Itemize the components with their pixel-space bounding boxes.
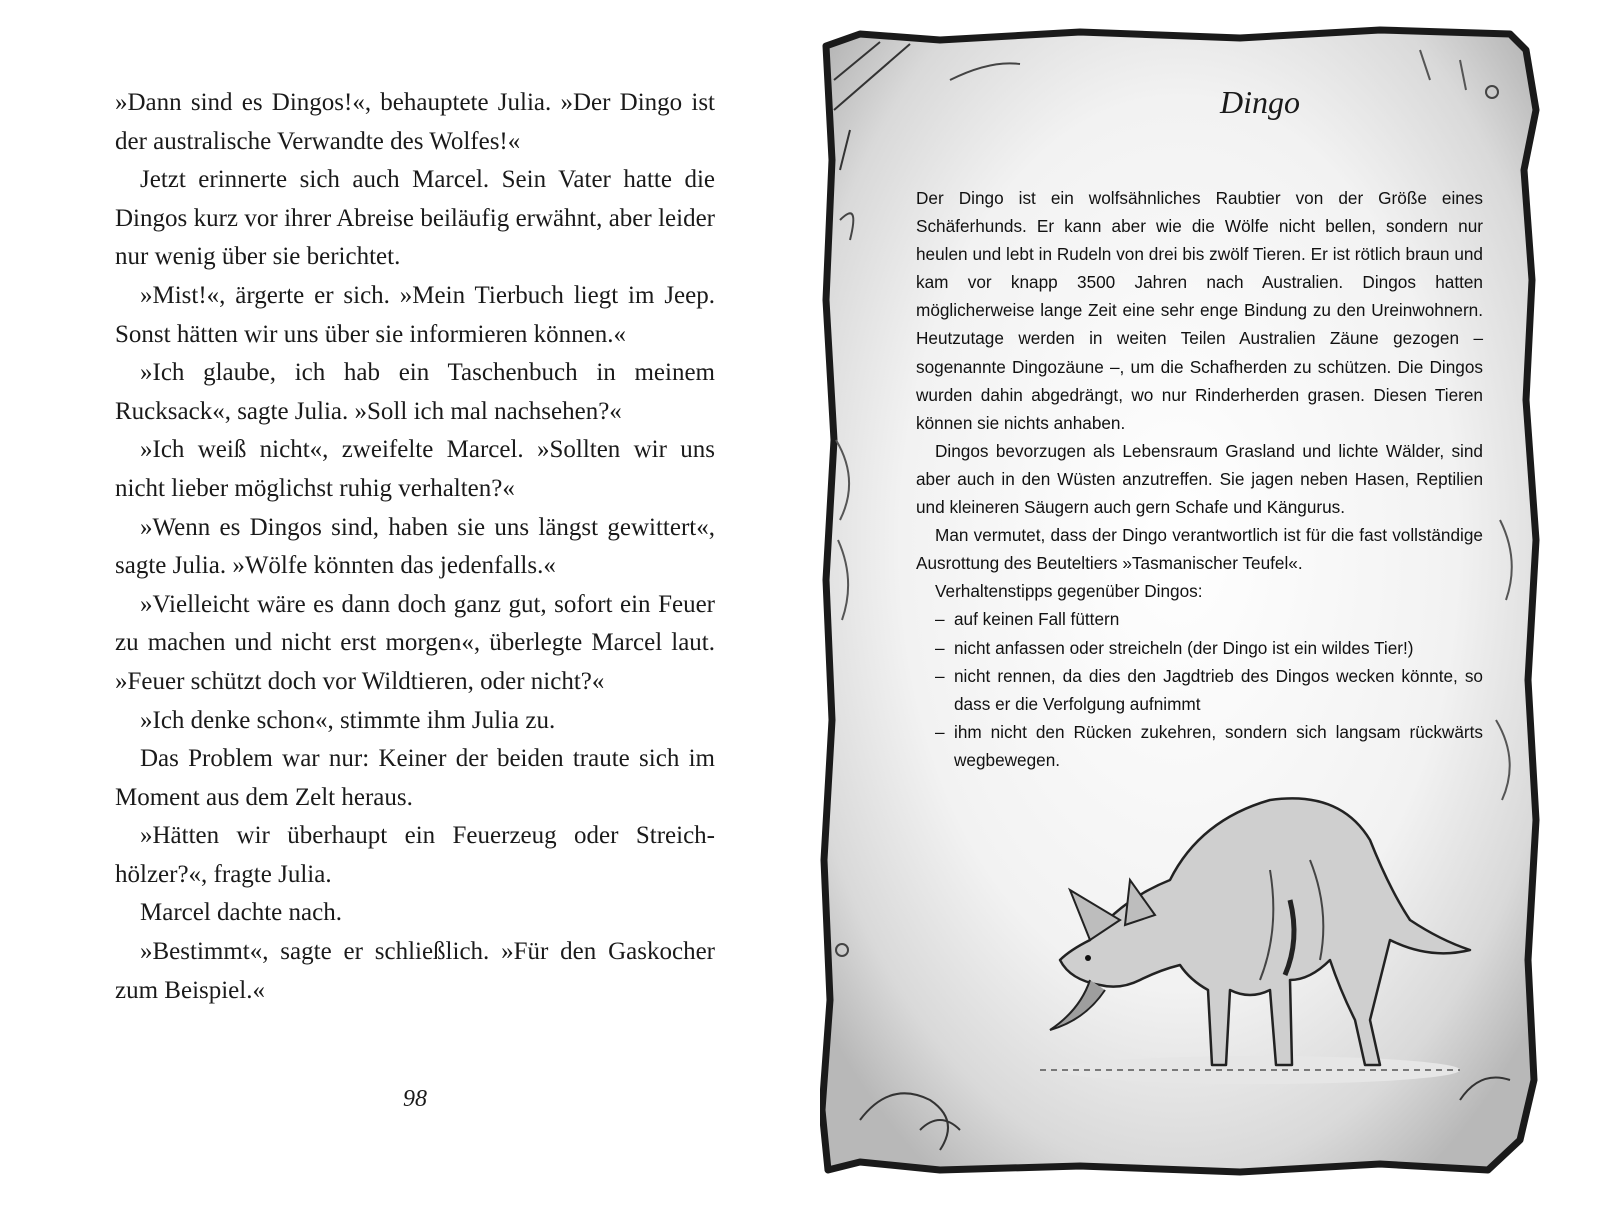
story-paragraph: »Mist!«, ärgerte er sich. »Mein Tierbuch liegt im Jeep. Sonst hätten wir uns über sie informieren können.«	[115, 281, 715, 348]
tip-text: nicht anfassen oder streicheln (der Dingo ist ein wildes Tier!)	[954, 637, 1414, 658]
tip-dash: –	[935, 665, 945, 686]
tip-text: ihm nicht den Rücken zukehren, sondern sich langsam rückwärts wegbewegen.	[954, 721, 1483, 770]
info-box-title: Dingo	[1220, 84, 1300, 120]
tip-item	[916, 634, 1483, 662]
tip-text: auf keinen Fall füttern	[954, 609, 1120, 630]
story-paragraph: »Ich denke schon«, stimmte ihm Julia zu.	[140, 706, 556, 734]
story-paragraph: Jetzt erinnerte sich auch Marcel. Sein Vater hatte die Dingos kurz vor ihrer Abreise beiläufig erwähnt, aber leider nur wenig über sie berichtet.	[115, 166, 715, 271]
tip-item	[916, 718, 1483, 774]
story-paragraph: »Ich weiß nicht«, zweifelte Marcel. »Sollten wir uns nicht lieber möglichst ruhig verhalten?«	[115, 436, 715, 502]
tip-item	[916, 605, 1483, 633]
tips-heading: Verhaltenstipps gegenüber Dingos:	[935, 581, 1203, 602]
tip-text: nicht rennen, da dies den Jagdtrieb des Dingos wecken könnte, so dass er die Verfolgung aufnimmt	[954, 665, 1483, 714]
story-paragraph: »Wenn es Dingos sind, haben sie uns längst gewittert«, sagte Julia. »Wölfe könnten das jedenfalls.«	[115, 513, 715, 580]
info-box	[820, 20, 1590, 1220]
tip-dash: –	[935, 721, 945, 742]
story-paragraph: Das Problem war nur: Keiner der beiden traute sich im Moment aus dem Zelt heraus.	[115, 745, 715, 811]
story-paragraph: »Ich glaube, ich hab ein Taschenbuch in meinem Rucksack«, sagte Julia. »Soll ich mal nachsehen?«	[115, 359, 715, 425]
story-paragraph: »Bestimmt«, sagte er schließlich. »Für den Gaskocher zum Beispiel.«	[115, 938, 715, 1004]
story-paragraph: »Dann sind es Dingos!«, behauptete Julia. »Der Dingo ist der australische Verwandte des Wolfes!«	[115, 89, 715, 155]
dingo-illustration	[1030, 780, 1480, 1100]
tips-list	[916, 605, 1483, 774]
tip-dash: –	[935, 637, 945, 658]
story-paragraph: »Hätten wir überhaupt ein Feuerzeug oder Streichhölzer?«, fragte Julia.	[115, 822, 715, 888]
story-paragraph: Marcel dachte nach.	[140, 899, 342, 927]
story-paragraph: »Vielleicht wäre es dann doch ganz gut, sofort ein Feuer zu machen und nicht erst morgen«, überlegte Marcel laut. »Feuer schützt doch vor Wildtieren, oder nicht?«	[115, 590, 715, 695]
tip-dash: –	[935, 609, 945, 630]
tip-item	[916, 662, 1483, 718]
info-box-text	[916, 184, 1483, 774]
page-number: 98	[403, 1086, 427, 1112]
info-paragraph: Man vermutet, dass der Dingo verantwortlich ist für die fast vollständige Ausrottung des Beuteltiers »Tasmanischer Teufel«.	[916, 525, 1483, 574]
info-paragraph: Dingos bevorzugen als Lebensraum Grasland und lichte Wälder, sind aber auch in den Wüsten anzutreffen. Sie jagen neben Hasen, Reptilien und kleineren Säugern auch gern Schafe und Kängurus.	[916, 440, 1483, 518]
info-paragraph: Der Dingo ist ein wolfsähnliches Raubtier von der Größe eines Schäferhunds. Er kann aber wie die Wölfe nicht bellen, sondern nur heulen und lebt in Rudeln von drei bis zwölf Tieren. Er ist rötlich braun und kam vor knapp 3500 Jahren nach Australien. Dingos hatten möglicherweise lange Zeit eine sehr enge Bindung zu den Ureinwohnern. Heutzutage werden in weiten Teilen Australien Zäune gezogen – sogenannte Dingozäune –, um die Schafherden zu schützen. Die Dingos wurden dahin abgedrängt, wo nur Rinderherden grasen. Diesen Tieren können sie nichts anhaben.	[916, 188, 1483, 433]
story-text	[115, 84, 715, 1010]
